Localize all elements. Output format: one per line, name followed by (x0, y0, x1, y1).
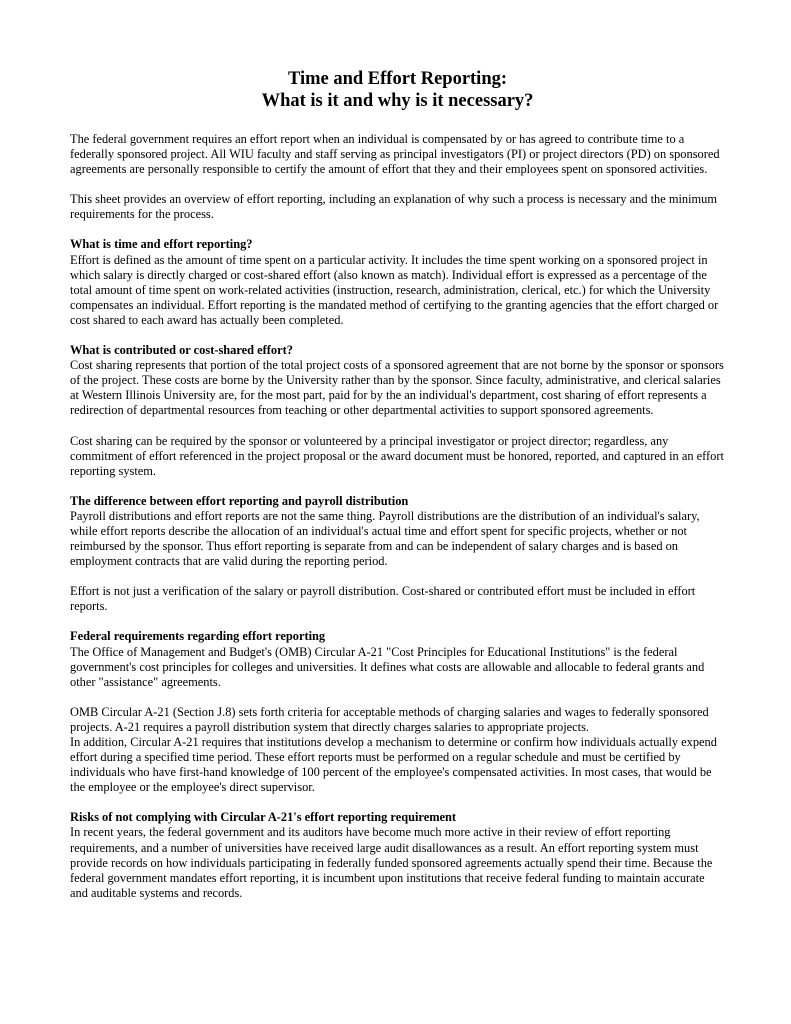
intro-paragraph-1: The federal government requires an effort report when an individual is compensated by or has agreed to contribute time to a federally sponsored project. All WIU faculty and staff serving as principal investigators (PI) or project directors (PD) on sponsored agreements are personally responsible to certify the amount of effort that they and their employees spent on sponsored activities. (70, 132, 720, 177)
section-body: In addition, Circular A-21 requires that institutions develop a mechanism to determine or confirm how individuals actually expend effort during a specified time period. These effort reports must be performed on a regular schedule and must be certified by individuals who have first-hand knowledge of 100 percent of the employee's compensated activities. In most cases, that would be the employee or the employee's direct supervisor. (70, 735, 717, 795)
section-federal-requirements-paragraph-2 (70, 705, 725, 796)
section-cost-shared (70, 343, 725, 418)
section-body: OMB Circular A-21 (Section J.8) sets forth criteria for acceptable methods of charging salaries and wages to federally sponsored projects. A-21 requires a payroll distribution system that directly charges salaries to appropriate projects. (70, 704, 709, 734)
section-cost-shared-paragraph-2: Cost sharing can be required by the sponsor or volunteered by a principal investigator or project director; regardless, any commitment of effort referenced in the project proposal or the award document must be honored, reported, and captured in an effort reporting system. (70, 433, 724, 478)
section-heading: Federal requirements regarding effort reporting (70, 629, 326, 644)
section-difference (70, 494, 725, 569)
section-body: In recent years, the federal government and its auditors have become much more active in their review of effort reporting requirements, and a number of universities have received large audit disallowances as a result. An effort reporting system must provide records on how individuals participating in federally funded sponsored agreements actually spend their time. Because the federal government mandates effort reporting, it is incumbent upon institutions that receive federal funding to maintain accurate and auditable systems and records. (70, 825, 713, 900)
section-body: Payroll distributions and effort reports are not the same thing. Payroll distributions are the distribution of an individual's salary, while effort reports describe the allocation of an individual's actual time and effort spent for specific projects, whether or not reimbursed by the sponsor. Thus effort reporting is separate from and can be independent of salary charges and is based on employment contracts that are valid during the reporting period. (70, 508, 700, 569)
section-body: Cost sharing represents that portion of the total project costs of a sponsored agreement that are not borne by the sponsor or sponsors of the project. These costs are borne by the University rather than by the sponsor. Since faculty, administrative, and clerical salaries at Western Illinois University are, for the most part, paid for by the an individual's department, cost sharing of effort represents a redirection of departmental resources from teaching or other departmental activities to support sponsored agreements. (70, 358, 724, 418)
intro-paragraph-2: This sheet provides an overview of effort reporting, including an explanation of why such a process is necessary and the minimum requirements for the process. (70, 192, 718, 222)
section-body: The Office of Management and Budget's (OMB) Circular A-21 "Cost Principles for Educational Institutions" is the federal government's cost principles for colleges and universities. It defines what costs are allowable and allocable to federal grants and other "assistance" agreements. (70, 644, 705, 689)
section-body: Effort is defined as the amount of time spent on a particular activity. It includes the time spent working on a sponsored project in which salary is directly charged or cost-shared effort (also known as match). Individual effort is expressed as a percentage of the total amount of time spent on work-related activities (instruction, research, administration, clerical, etc.) for which the University compensates an individual. Effort reporting is the mandated method of certifying to the granting agencies that the effort charged or cost shared to each award has actually been completed. (70, 252, 719, 327)
document-page (70, 68, 725, 916)
title-line-2: What is it and why is it necessary? (261, 91, 534, 111)
section-heading: The difference between effort reporting and payroll distribution (70, 493, 409, 508)
title-line-1: Time and Effort Reporting: (287, 69, 508, 89)
section-federal-requirements (70, 629, 725, 689)
section-what-is-effort (70, 237, 725, 328)
section-risks (70, 810, 725, 901)
section-heading: What is contributed or cost-shared effort? (70, 343, 293, 358)
section-heading: Risks of not complying with Circular A-21's effort reporting requirement (70, 810, 457, 825)
document-title (70, 68, 725, 112)
section-difference-paragraph-2: Effort is not just a verification of the salary or payroll distribution. Cost-shared or contributed effort must be included in effort reports. (70, 584, 696, 614)
section-heading: What is time and effort reporting? (70, 237, 253, 252)
